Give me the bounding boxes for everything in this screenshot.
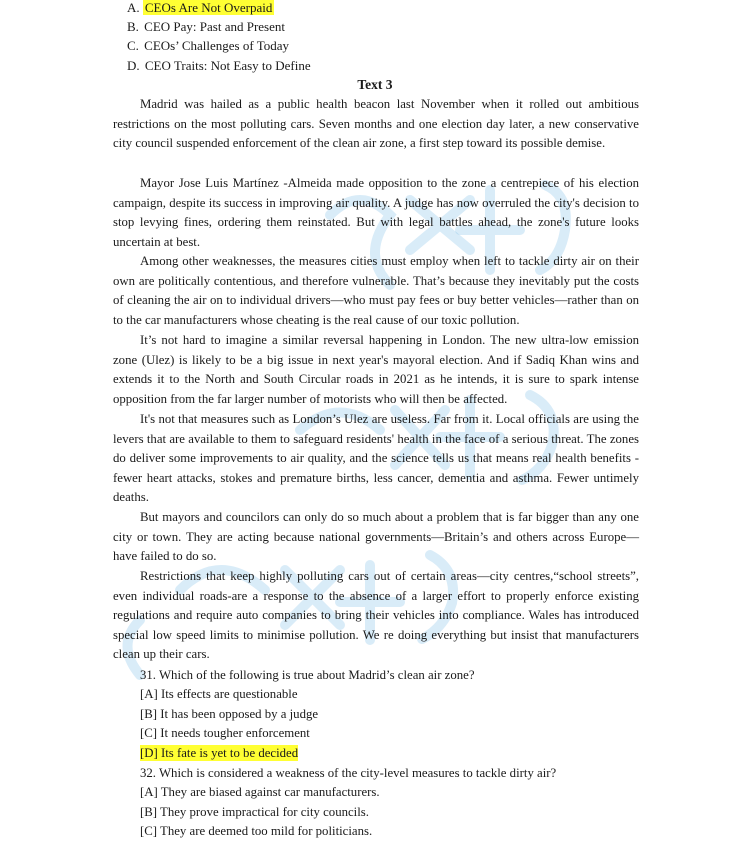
question-32: 32. Which is considered a weakness of the city-level measures to tackle dirty air?	[140, 766, 557, 780]
option-text: CEO Pay: Past and Present	[144, 19, 285, 34]
option-c-prev	[127, 38, 291, 54]
q32-option-a: [A] They are biased against car manufacturers.	[140, 785, 380, 799]
paragraph-1: Madrid was hailed as a public health beacon last November when it rolled out ambitious restrictions on the most polluting cars. Seven months and one election day later, a new conservative city council suspended enforcement of the clean air zone, a first step toward its possible demise.	[113, 97, 639, 151]
option-text: CEOs’ Challenges of Today	[144, 38, 290, 53]
q32-option-c: [C] They are deemed too mild for politicians.	[140, 824, 373, 838]
q32-option-b: [B] They prove impractical for city councils.	[140, 805, 369, 819]
paragraph-4: It’s not hard to imagine a similar reversal happening in London. The new ultra-low emission zone (Ulez) is likely to be a big issue in next year's mayoral election. And if Sadiq Khan wins and extends it to the North and South Circular roads in 2021 as he intends, it is sure to spark intense opposition from the far larger number of motorists who will then be affected.	[113, 333, 639, 406]
option-letter: B.	[127, 19, 139, 34]
q31-option-d: [D] Its fate is yet to be decided	[140, 746, 299, 760]
option-d-prev	[127, 58, 313, 74]
q31-option-a: [A] Its effects are questionable	[140, 687, 298, 701]
option-a-prev	[127, 0, 274, 16]
option-letter: A.	[127, 0, 140, 15]
option-letter: C.	[127, 38, 139, 53]
option-text: CEOs Are Not Overpaid	[144, 0, 273, 15]
option-text: CEO Traits: Not Easy to Define	[144, 58, 311, 73]
paragraph-2: Mayor Jose Luis Martínez -Almeida made opposition to the zone a centrepiece of his election campaign, despite its success in improving air quality. A judge has now overruled the city's decision to stop levying fines, ordering them reinstated. But with legal battles ahead, the zone's future looks uncertain at best.	[113, 176, 639, 249]
paragraph-5: It's not that measures such as London’s Ulez are useless. Far from it. Local officials are using the levers that are available to them to safeguard residents' health in the face of a serious threat. The zones do deliver some improvements to air quality, and the science tells us that means real health benefits - fewer heart attacks, stokes and premature births, less cancer, dementia and asthma. Fewer untimely deaths.	[113, 412, 639, 505]
paragraph-3: Among other weaknesses, the measures cities must employ when left to tackle dirty air on their own are politically contentious, and therefore vulnerable. That’s because they inevitably put the costs of cleaning the air on to individual drivers—who must pay fees or buy better vehicles—rather than on to the car manufacturers whose cheating is the real cause of our toxic pollution.	[113, 254, 639, 327]
question-31: 31. Which of the following is true about Madrid’s clean air zone?	[140, 668, 475, 682]
paragraph-6: But mayors and councilors can only do so much about a problem that is far bigger than any one city or town. They are acting because national governments—Britain’s and others across Europe—have failed to do so.	[113, 510, 639, 564]
option-letter: D.	[127, 58, 140, 73]
paragraph-7: Restrictions that keep highly polluting cars out of certain areas—city centres,“school streets”, even individual roads-are a response to the absence of a larger effort to properly enforce existing regulations and require auto companies to bring their vehicles into compliance. Wales has introduced special low speed limits to minimise pollution. We re doing everything but insist that manufacturers clean up their cars.	[113, 569, 639, 662]
q31-option-b: [B] It has been opposed by a judge	[140, 707, 319, 721]
section-title: Text 3	[357, 77, 393, 92]
q31-option-c: [C] It needs tougher enforcement	[140, 726, 310, 740]
option-b-prev	[127, 19, 287, 35]
